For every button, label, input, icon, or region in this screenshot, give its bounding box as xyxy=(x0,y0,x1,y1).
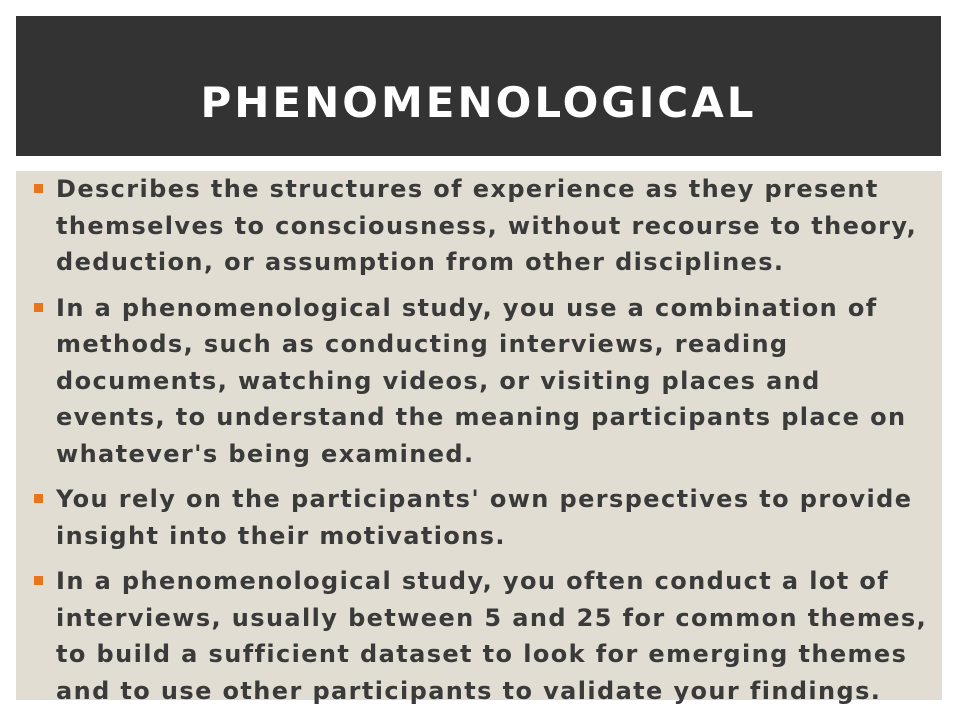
bullet-text: In a phenomenological study, you often conduct a lot of interviews, usually between 5 and 25 for common themes, to build a sufficient dataset to look for emerging themes and to use other participants to validate your findings. xyxy=(56,567,928,705)
bullet-item xyxy=(16,290,942,473)
content-area xyxy=(16,171,942,705)
bullet-text: You rely on the participants' own perspectives to provide insight into their motivations. xyxy=(56,485,913,550)
bullet-item xyxy=(16,563,942,709)
bullet-text: Describes the structures of experience as they present themselves to consciousness, without recourse to theory, deduction, or assumption from other disciplines. xyxy=(56,175,918,276)
bullet-item xyxy=(16,171,942,281)
square-bullet-icon xyxy=(34,303,43,312)
bullet-list xyxy=(16,171,942,709)
slide-title: PHENOMENOLOGICAL xyxy=(200,78,757,127)
bullet-text: In a phenomenological study, you use a combination of methods, such as conducting interviews, reading documents, watching videos, or visiting places and events, to understand the meaning participants place on whatever's being examined. xyxy=(56,293,907,468)
square-bullet-icon xyxy=(34,184,43,193)
square-bullet-icon xyxy=(34,576,43,585)
square-bullet-icon xyxy=(34,494,43,503)
bullet-item xyxy=(16,481,942,554)
title-bar xyxy=(16,16,941,156)
